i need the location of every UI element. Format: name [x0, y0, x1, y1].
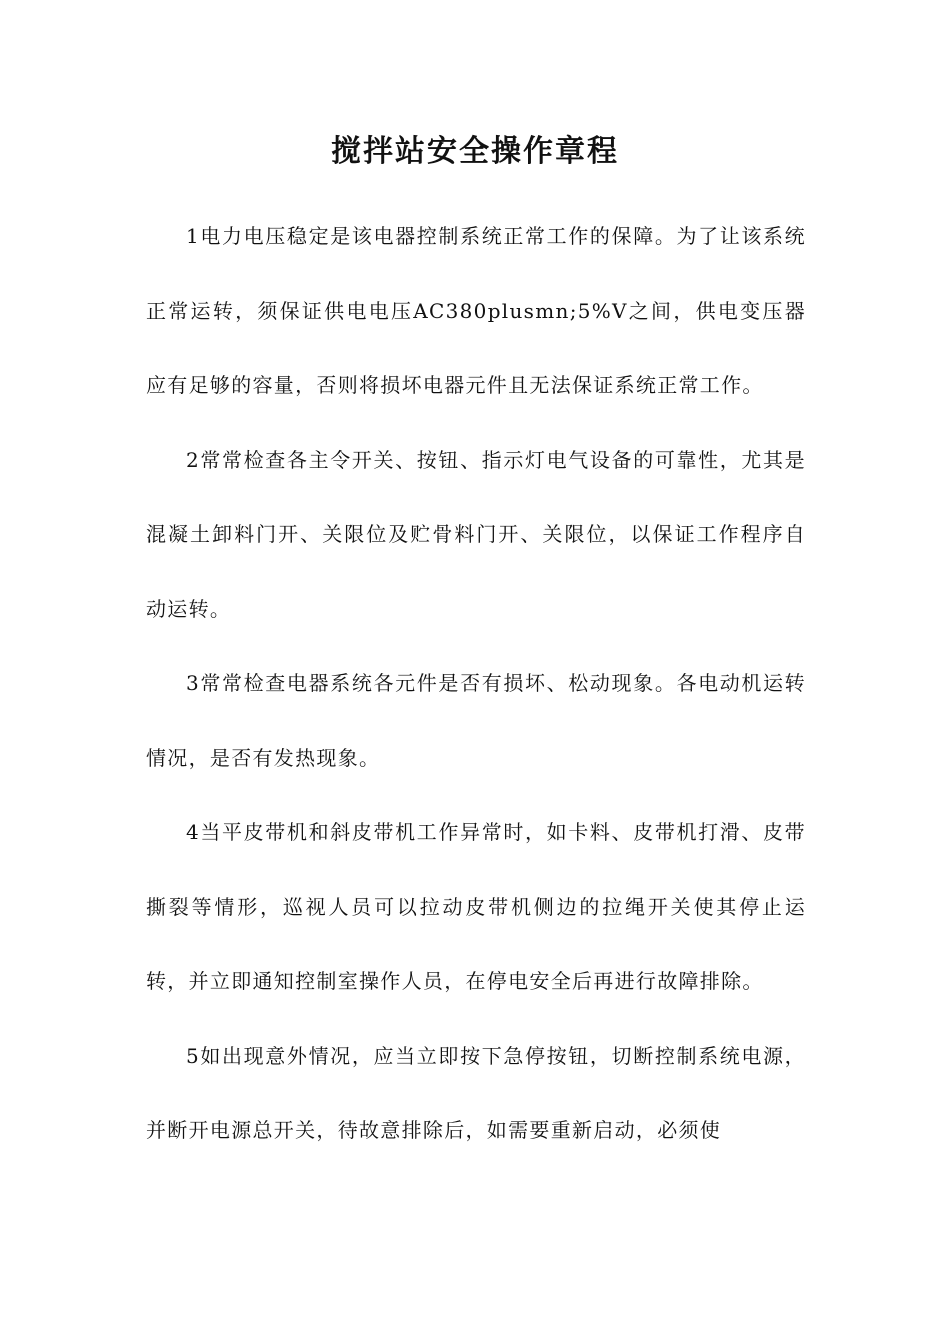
paragraph-5: 5如出现意外情况，应当立即按下急停按钮，切断控制系统电源，并断开电源总开关，待故意排除后，如需要重新启动，必须使 [146, 1043, 806, 1142]
paragraph-4: 4当平皮带机和斜皮带机工作异常时，如卡料、皮带机打滑、皮带撕裂等情形，巡视人员可以拉动皮带机侧边的拉绳开关使其停止运转，并立即通知控制室操作人员，在停电安全后再进行故障排除。 [146, 820, 806, 993]
document-title: 搅拌站安全操作章程 [331, 134, 619, 169]
paragraph-3: 3常常检查电器系统各元件是否有损坏、松动现象。各电动机运转情况，是否有发热现象。 [146, 671, 806, 770]
paragraph-2: 2常常检查各主令开关、按钮、指示灯电气设备的可靠性，尤其是混凝土卸料门开、关限位及贮骨料门开、关限位，以保证工作程序自动运转。 [146, 447, 806, 621]
paragraph-1: 1电力电压稳定是该电器控制系统正常工作的保障。为了让该系统正常运转，须保证供电电压AC380plusmn;5%V之间，供电变压器应有足够的容量，否则将损坏电器元件且无法保证系统正常工作。 [146, 224, 806, 397]
document-body [146, 199, 806, 1168]
